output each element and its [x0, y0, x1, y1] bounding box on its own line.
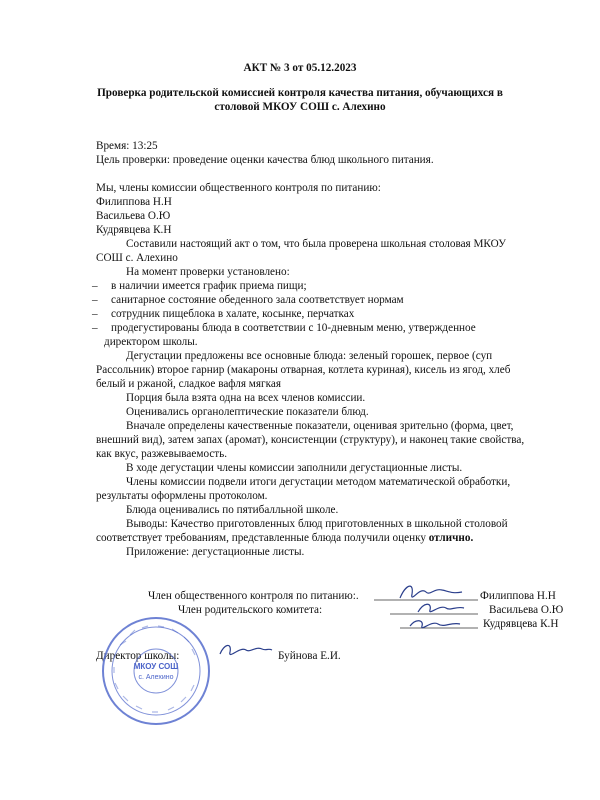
act-statement-line-1: Составили настоящий акт о том, что была проверена школьная столовая МКОУ: [126, 238, 506, 250]
tasting-line-2: Рассольник) второе гарнир (макароны отварная, котлета куриная), кисель из ягод, хлеб: [96, 364, 511, 376]
conclusion-line-2: [96, 531, 473, 545]
svg-text:с. Алехино: с. Алехино: [138, 674, 174, 681]
findings-intro: На момент проверки установлено:: [126, 266, 290, 278]
finding-item: в наличии имеется график приема пищи;: [111, 280, 307, 292]
quality-line-2: внешний вид), затем запах (аромат), консистенции (структуру), и наконец такие свойства,: [96, 434, 525, 446]
quality-line-1: Вначале определены качественные показатели, оценивая зрительно (форма, цвет,: [126, 420, 514, 432]
stamp-text: МКОУ СОШ: [133, 662, 179, 671]
list-bullet: –: [92, 280, 98, 292]
list-bullet: –: [92, 294, 98, 306]
inspection-goal: Цель проверки: проведение оценки качества блюд школьного питания.: [96, 154, 434, 166]
director-label: Директор школы:: [96, 650, 180, 662]
organoleptic-text: Оценивались органолептические показатели блюд.: [126, 406, 369, 418]
finding-item: продегустированы блюда в соответствии с 10-дневным меню, утвержденное: [111, 322, 476, 334]
doc-subtitle-line-2: столовой МКОУ СОШ с. Алехино: [214, 101, 386, 113]
quality-line-3: как вкус, разжевываемость.: [96, 448, 228, 460]
member-name: Кудрявцева К.Н: [96, 224, 172, 236]
results-line-2: результаты оформлены протоколом.: [96, 490, 268, 502]
inspection-time: Время: 13:25: [96, 140, 158, 152]
sign-name-1: Филиппова Н.Н: [480, 590, 556, 602]
tasting-line-1: Дегустации предложены все основные блюда: зеленый горошек, первое (суп: [126, 350, 493, 362]
results-line-1: Члены комиссии подвели итоги дегустации методом математической обработки,: [126, 476, 511, 488]
conclusion-line-1: Выводы: Качество приготовленных блюд приготовленных в школьной столовой: [126, 518, 508, 530]
member-name: Васильева О.Ю: [96, 210, 171, 222]
school-stamp: [100, 615, 212, 727]
members-intro: Мы, члены комиссии общественного контроля по питанию:: [96, 182, 381, 194]
scale-text: Блюда оценивались по пятибалльной школе.: [126, 504, 339, 516]
director-name: Буйнова Е.И.: [278, 650, 341, 662]
finding-item-continued: директором школы.: [104, 336, 198, 348]
list-bullet: –: [92, 322, 98, 334]
sign-name-2: Васильева О.Ю: [489, 604, 564, 616]
conclusion-text: соответствует требованиям, представленные блюда получили оценку: [96, 532, 429, 544]
sheets-text: В ходе дегустации члены комиссии заполнили дегустационные листы.: [126, 462, 463, 474]
conclusion-grade: отлично.: [428, 532, 474, 544]
doc-subtitle-line-1: Проверка родительской комиссией контроля качества питания, обучающихся в: [97, 87, 503, 99]
appendix-text: Приложение: дегустационные листы.: [126, 546, 305, 558]
act-statement-line-2: СОШ с. Алехино: [96, 252, 178, 264]
doc-title: АКТ № 3 от 05.12.2023: [243, 62, 357, 74]
sign-label-control: Член общественного контроля по питанию:.: [148, 590, 359, 602]
tasting-line-3: белый и ржаной, сладкое вафля мягкая: [96, 378, 281, 390]
list-bullet: –: [92, 308, 98, 320]
member-name: Филиппова Н.Н: [96, 196, 172, 208]
finding-item: сотрудник пищеблока в халате, косынке, перчатках: [111, 308, 355, 320]
sign-label-parent: Член родительского комитета:: [178, 604, 323, 616]
director-signature: [216, 640, 274, 662]
sign-name-3: Кудрявцева К.Н: [483, 618, 559, 630]
handwritten-signatures: [370, 578, 482, 638]
portion-text: Порция была взята одна на всех членов комиссии.: [126, 392, 366, 404]
finding-item: санитарное состояние обеденного зала соответствует нормам: [111, 294, 404, 306]
